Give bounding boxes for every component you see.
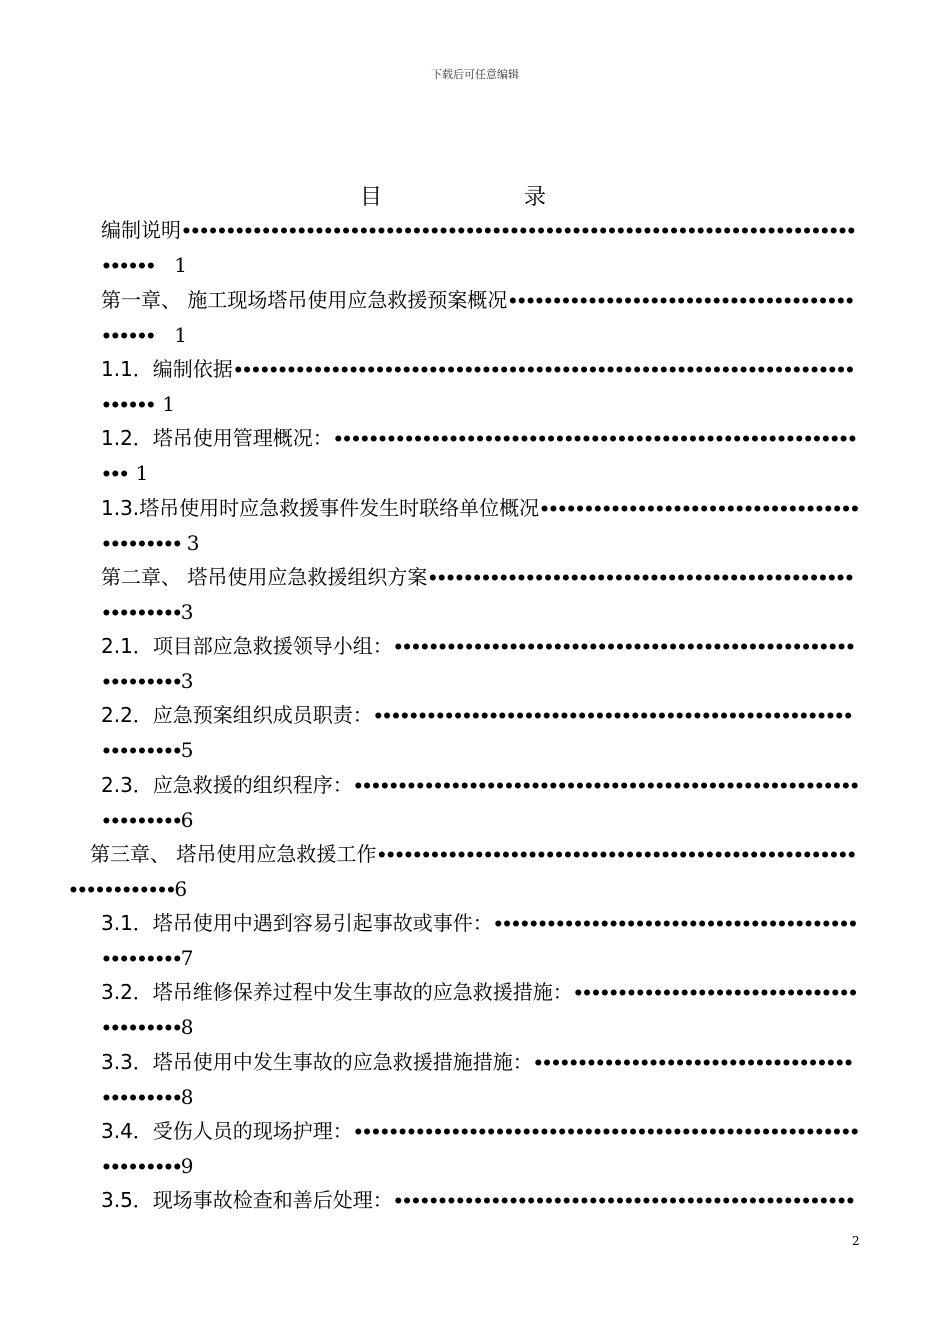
toc-entry-label: 2.3．应急救援的组织程序： xyxy=(101,773,353,797)
toc-entry[interactable] xyxy=(101,701,852,731)
toc-page-number: 1 xyxy=(135,461,149,485)
toc-entry[interactable] xyxy=(101,216,855,246)
toc-entry[interactable] xyxy=(90,840,855,870)
toc-entry-continuation xyxy=(101,598,194,628)
toc-page-number: 7 xyxy=(180,946,194,970)
page-number: 2 xyxy=(852,1234,860,1248)
toc-entry[interactable] xyxy=(101,563,853,593)
toc-leader-dots: •••••••••••••••••••••••••••••••••••••••••••••••••••••• xyxy=(372,707,852,727)
toc-leader-dots: •••••• xyxy=(101,396,155,416)
toc-page-number: 8 xyxy=(180,1015,194,1039)
toc-leader-dots: •••••••••••••••••••••••••••••••••••••••••••••••••••••••••••••••••••••••••••• xyxy=(181,222,855,242)
toc-leader-dots: ••••••••• xyxy=(101,742,181,762)
toc-entry-label: 3.5．现场事故检查和善后处理： xyxy=(101,1188,393,1212)
toc-leader-dots: •••••••••••••••••••••••••••••••• xyxy=(572,984,857,1004)
toc-entry[interactable] xyxy=(101,424,856,454)
toc-entry-label: 1.1．编制依据 xyxy=(101,357,233,381)
toc-entry-label: 3.4．受伤人员的现场护理： xyxy=(101,1119,353,1143)
toc-entry-continuation xyxy=(101,321,187,351)
toc-entry-label: 第一章、 施工现场塔吊使用应急救援预案概况 xyxy=(101,288,508,312)
toc-leader-dots: ••••••••••••••••••••••••••••••••••••••••• xyxy=(492,915,857,935)
toc-page-number: 1 xyxy=(174,323,187,347)
toc-leader-dots: ••••••••• xyxy=(101,1019,181,1039)
toc-leader-dots: •••••••••••••••••••••••••••••••••••••••••••••••••••••• xyxy=(376,846,856,866)
toc-leader-dots: ••••••••••••••••••••••••••••••••••••••••••••••••••••••••• xyxy=(352,1123,859,1143)
toc-page-number: 5 xyxy=(180,738,194,762)
toc-entry-continuation xyxy=(101,1152,194,1182)
toc-entry-label: 3.3．塔吊使用中发生事故的应急救援措施措施： xyxy=(101,1050,533,1074)
toc-page-number: 6 xyxy=(180,808,194,832)
toc-leader-dots: •••••••••••••••••••••••••••••••••••••••••••••••• xyxy=(427,569,853,589)
toc-leader-dots: •••••• xyxy=(101,327,155,347)
toc-leader-dots: ••••••••• xyxy=(101,535,181,555)
toc-entry-label: 2.1．项目部应急救援领导小组： xyxy=(101,634,393,658)
toc-entry-label: 2.2．应急预案组织成员职责： xyxy=(101,703,373,727)
toc-entry-continuation xyxy=(101,459,148,489)
toc-entry[interactable] xyxy=(101,494,858,524)
toc-entry-continuation xyxy=(101,944,194,974)
toc-entry[interactable] xyxy=(101,978,857,1008)
toc-entry-label: 3.2．塔吊维修保养过程中发生事故的应急救援措施： xyxy=(101,980,573,1004)
toc-entry[interactable] xyxy=(101,286,853,316)
toc-page-number: 3 xyxy=(186,531,200,555)
toc-leader-dots: •••••••••••••••••••••••••••••••••••••••••••••••••••• xyxy=(392,638,854,658)
toc-entry-label: 第二章、 塔吊使用应急救援组织方案 xyxy=(101,565,428,589)
toc-leader-dots: •••••••••••••••••••••••••••••••••••••••••••••••••••••••••••••••••••••• xyxy=(232,361,854,381)
toc-entry-continuation xyxy=(101,1083,194,1113)
toc-entry[interactable] xyxy=(101,632,854,662)
toc-leader-dots: ••••••••• xyxy=(101,604,181,624)
toc-entry-continuation xyxy=(101,390,175,420)
toc-leader-dots: •••••••••••••••••••••••••••••••••••• xyxy=(539,500,859,520)
toc-leader-dots: •••••••••••• xyxy=(68,881,175,901)
page-header: 下载后可任意编辑 xyxy=(431,68,519,81)
toc-leader-dots: ••••••••••••••••••••••••••••••••••••••••••••••••••••••••• xyxy=(352,777,859,797)
toc-entry-label: 第三章、 塔吊使用应急救援工作 xyxy=(90,842,377,866)
toc-page-number: 8 xyxy=(180,1085,194,1109)
toc-entry-continuation xyxy=(101,806,194,836)
toc-page-number: 6 xyxy=(174,877,188,901)
toc-entry[interactable] xyxy=(101,355,853,385)
toc-entry-label: 1.2．塔吊使用管理概况： xyxy=(101,426,333,450)
toc-page-number: 3 xyxy=(180,600,194,624)
toc-entry[interactable] xyxy=(101,1048,852,1078)
toc-leader-dots: ••• xyxy=(101,465,128,485)
toc-entry[interactable] xyxy=(101,1186,854,1216)
toc-leader-dots: ••••••••••••••••••••••••••••••••••••••• xyxy=(507,292,854,312)
toc-leader-dots: •••••• xyxy=(101,257,155,277)
toc-entry-continuation xyxy=(101,736,194,766)
toc-entry-label: 编制说明 xyxy=(101,218,181,242)
toc-title: 目 录 xyxy=(359,185,606,210)
toc-entry-continuation xyxy=(101,1013,194,1043)
toc-page-number: 1 xyxy=(174,253,187,277)
toc-leader-dots: ••••••••••••••••••••••••••••••••••••••••••••••••••••••••••• xyxy=(332,430,856,450)
toc-leader-dots: ••••••••• xyxy=(101,812,181,832)
toc-page-number: 3 xyxy=(180,669,194,693)
toc-entry-label: 1.3.塔吊使用时应急救援事件发生时联络单位概况 xyxy=(101,496,540,520)
toc-page-number: 9 xyxy=(180,1154,194,1178)
toc-leader-dots: •••••••••••••••••••••••••••••••••••••••••••••••••••• xyxy=(392,1192,854,1212)
toc-entry[interactable] xyxy=(101,771,858,801)
toc-leader-dots: ••••••••• xyxy=(101,1089,181,1109)
toc-entry-continuation xyxy=(101,529,200,559)
toc-page-number: 1 xyxy=(162,392,175,416)
toc-entry[interactable] xyxy=(101,1117,858,1147)
toc-entry-continuation xyxy=(68,875,187,905)
toc-leader-dots: ••••••••• xyxy=(101,673,181,693)
toc-leader-dots: ••••••••• xyxy=(101,1158,181,1178)
toc-entry[interactable] xyxy=(101,909,856,939)
toc-entry-continuation xyxy=(101,667,194,697)
toc-leader-dots: •••••••••••••••••••••••••••••••••••• xyxy=(532,1054,852,1074)
toc-entry-continuation xyxy=(101,251,187,281)
toc-entry-label: 3.1．塔吊使用中遇到容易引起事故或事件： xyxy=(101,911,493,935)
toc-leader-dots: ••••••••• xyxy=(101,950,181,970)
